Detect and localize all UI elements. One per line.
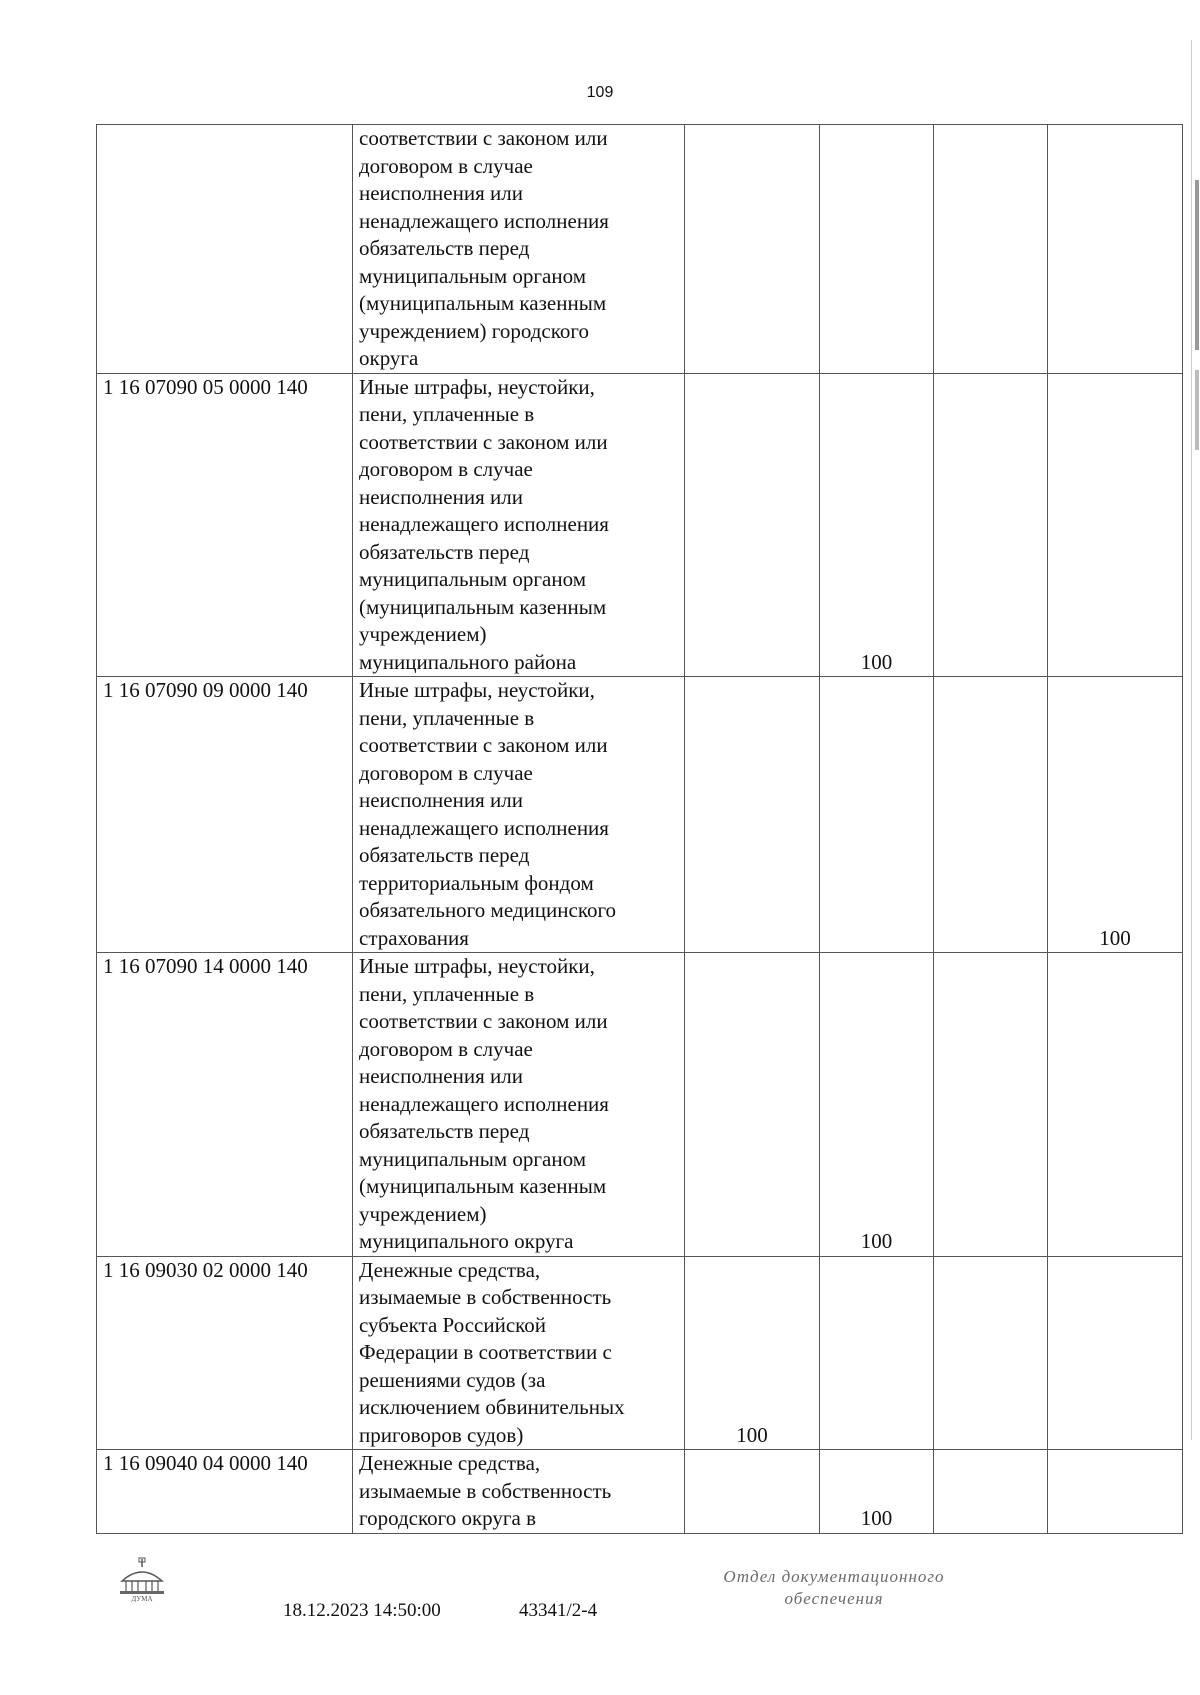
revenue-name-line: неисполнения или bbox=[359, 788, 523, 812]
kbk-code-cell bbox=[97, 125, 353, 374]
percent-cell-4 bbox=[1048, 373, 1183, 677]
kbk-code-cell: 1 16 09030 02 0000 140 bbox=[97, 1256, 353, 1450]
svg-text:ДУМА: ДУМА bbox=[131, 1595, 153, 1603]
revenue-name-line: соответствии с законом или bbox=[359, 733, 608, 757]
percent-cell-1 bbox=[685, 1256, 820, 1450]
percent-cell-3 bbox=[934, 953, 1048, 1257]
revenue-name-line: Иные штрафы, неустойки, bbox=[359, 954, 595, 978]
revenue-name-line: муниципального округа bbox=[359, 1229, 574, 1253]
revenue-name-line: обязательств перед bbox=[359, 843, 530, 867]
revenue-name-line: пени, уплаченные в bbox=[359, 705, 535, 730]
percent-cell-2 bbox=[820, 125, 934, 374]
revenue-name-cell bbox=[353, 953, 685, 1257]
revenue-name-line: приговоров судов) bbox=[359, 1422, 524, 1447]
percent-cell-4 bbox=[1048, 1256, 1183, 1450]
percent-cell-2 bbox=[820, 1450, 934, 1534]
revenue-name-line: неисполнения или bbox=[359, 1064, 523, 1088]
revenue-name-line: ненадлежащего исполнения bbox=[359, 815, 609, 840]
revenue-name-cell bbox=[353, 677, 685, 953]
table-row bbox=[97, 373, 1183, 677]
revenue-name-cell bbox=[353, 373, 685, 677]
revenue-name-line: договором в случае bbox=[359, 153, 533, 178]
revenue-name-line: договором в случае bbox=[359, 760, 533, 785]
table-row bbox=[97, 1450, 1183, 1534]
revenue-name-line: изымаемые в собственность bbox=[359, 1285, 612, 1309]
revenue-name-line: (муниципальным казенным bbox=[359, 594, 607, 619]
revenue-name-line: ненадлежащего исполнения bbox=[359, 208, 609, 233]
revenue-name-line: городского округа в bbox=[359, 1506, 536, 1530]
footer-timestamp: 18.12.2023 14:50:00 bbox=[283, 1600, 441, 1621]
table-row bbox=[97, 677, 1183, 953]
revenue-name-line: муниципальным органом bbox=[359, 1146, 586, 1171]
revenue-name-line: страхования bbox=[359, 925, 469, 950]
revenue-name-line: договором в случае bbox=[359, 1036, 533, 1061]
percent-cell-1 bbox=[685, 953, 820, 1257]
table-row bbox=[97, 953, 1183, 1257]
percent-value: 100 bbox=[736, 1422, 768, 1447]
revenue-name-line: Иные штрафы, неустойки, bbox=[359, 374, 595, 399]
stamp-line-2: обеспечения bbox=[784, 1589, 884, 1608]
percent-cell-4 bbox=[1048, 677, 1183, 953]
percent-cell-3 bbox=[934, 677, 1048, 953]
kbk-code-cell: 1 16 07090 14 0000 140 bbox=[97, 953, 353, 1257]
revenue-name-line: территориальным фондом bbox=[359, 870, 594, 895]
percent-cell-4 bbox=[1048, 953, 1183, 1257]
page-number: 109 bbox=[586, 84, 614, 101]
percent-cell-1 bbox=[685, 125, 820, 374]
percent-value: 100 bbox=[860, 649, 893, 674]
revenue-name-line: учреждением) bbox=[359, 1201, 487, 1226]
revenue-name-line: обязательств перед bbox=[359, 236, 530, 260]
revenue-name-line: пени, уплаченные в bbox=[359, 981, 535, 1006]
percent-cell-2 bbox=[820, 677, 934, 953]
percent-cell-2 bbox=[820, 373, 934, 677]
table-row bbox=[97, 1256, 1183, 1450]
revenue-name-line: обязательств перед bbox=[359, 539, 530, 564]
revenue-name-line: Денежные средства, bbox=[359, 1451, 541, 1475]
footer-doc-number: 43341/2-4 bbox=[519, 1600, 598, 1621]
revenue-name-line: решениями судов (за bbox=[359, 1367, 546, 1392]
stamp-line-1: Отдел документационного bbox=[723, 1567, 945, 1586]
revenue-name-line: ненадлежащего исполнения bbox=[359, 512, 609, 536]
revenue-name-line: договором в случае bbox=[359, 457, 533, 481]
revenue-name-line: обязательного медицинского bbox=[359, 898, 617, 922]
scan-edge-artifact bbox=[1186, 40, 1200, 1440]
percent-cell-2 bbox=[820, 1256, 934, 1450]
kbk-code-cell: 1 16 09040 04 0000 140 bbox=[97, 1450, 353, 1534]
revenue-name-line: пени, уплаченные в bbox=[359, 402, 535, 426]
kbk-code-cell: 1 16 07090 05 0000 140 bbox=[97, 373, 353, 677]
revenue-name-line: Федерации в соответствии с bbox=[359, 1340, 612, 1364]
percent-cell-1 bbox=[685, 677, 820, 953]
table-row bbox=[97, 125, 1183, 374]
revenue-name-line: муниципального района bbox=[359, 649, 577, 674]
revenue-name-line: неисполнения или bbox=[359, 181, 523, 205]
revenue-name-line: округа bbox=[359, 346, 419, 370]
percent-cell-2 bbox=[820, 953, 934, 1257]
percent-cell-3 bbox=[934, 1450, 1048, 1534]
revenue-name-line: учреждением) bbox=[359, 622, 487, 646]
revenue-name-line: ненадлежащего исполнения bbox=[359, 1091, 609, 1116]
percent-cell-3 bbox=[934, 1256, 1048, 1450]
percent-cell-3 bbox=[934, 373, 1048, 677]
revenue-name-line: обязательств перед bbox=[359, 1119, 530, 1143]
revenue-name-line: муниципальным органом bbox=[359, 263, 586, 288]
revenue-name-cell bbox=[353, 1256, 685, 1450]
kbk-code-cell: 1 16 07090 09 0000 140 bbox=[97, 677, 353, 953]
revenue-name-line: неисполнения или bbox=[359, 484, 523, 509]
revenue-name-line: (муниципальным казенным bbox=[359, 291, 607, 315]
revenue-table-body bbox=[97, 125, 1183, 1534]
revenue-name-line: муниципальным органом bbox=[359, 567, 586, 591]
revenue-name-cell bbox=[353, 1450, 685, 1534]
department-stamp bbox=[684, 1566, 984, 1610]
revenue-name-line: Денежные средства, bbox=[359, 1257, 541, 1282]
revenue-name-line: изымаемые в собственность bbox=[359, 1478, 612, 1503]
revenue-name-line: Иные штрафы, неустойки, bbox=[359, 678, 595, 702]
percent-cell-4 bbox=[1048, 125, 1183, 374]
revenue-name-line: учреждением) городского bbox=[359, 318, 589, 343]
percent-cell-1 bbox=[685, 1450, 820, 1534]
percent-value: 100 bbox=[1099, 925, 1131, 950]
duma-logo-icon bbox=[112, 1557, 172, 1603]
revenue-table bbox=[96, 124, 1183, 1534]
revenue-name-line: (муниципальным казенным bbox=[359, 1174, 607, 1198]
revenue-name-cell bbox=[353, 125, 685, 374]
revenue-name-line: соответствии с законом или bbox=[359, 126, 608, 150]
percent-cell-1 bbox=[685, 373, 820, 677]
revenue-name-line: соответствии с законом или bbox=[359, 429, 608, 454]
percent-cell-4 bbox=[1048, 1450, 1183, 1534]
revenue-name-line: субъекта Российской bbox=[359, 1312, 547, 1337]
percent-cell-3 bbox=[934, 125, 1048, 374]
revenue-name-line: соответствии с законом или bbox=[359, 1009, 608, 1033]
percent-value: 100 bbox=[860, 1229, 893, 1253]
revenue-name-line: исключением обвинительных bbox=[359, 1395, 625, 1419]
percent-value: 100 bbox=[860, 1506, 893, 1530]
